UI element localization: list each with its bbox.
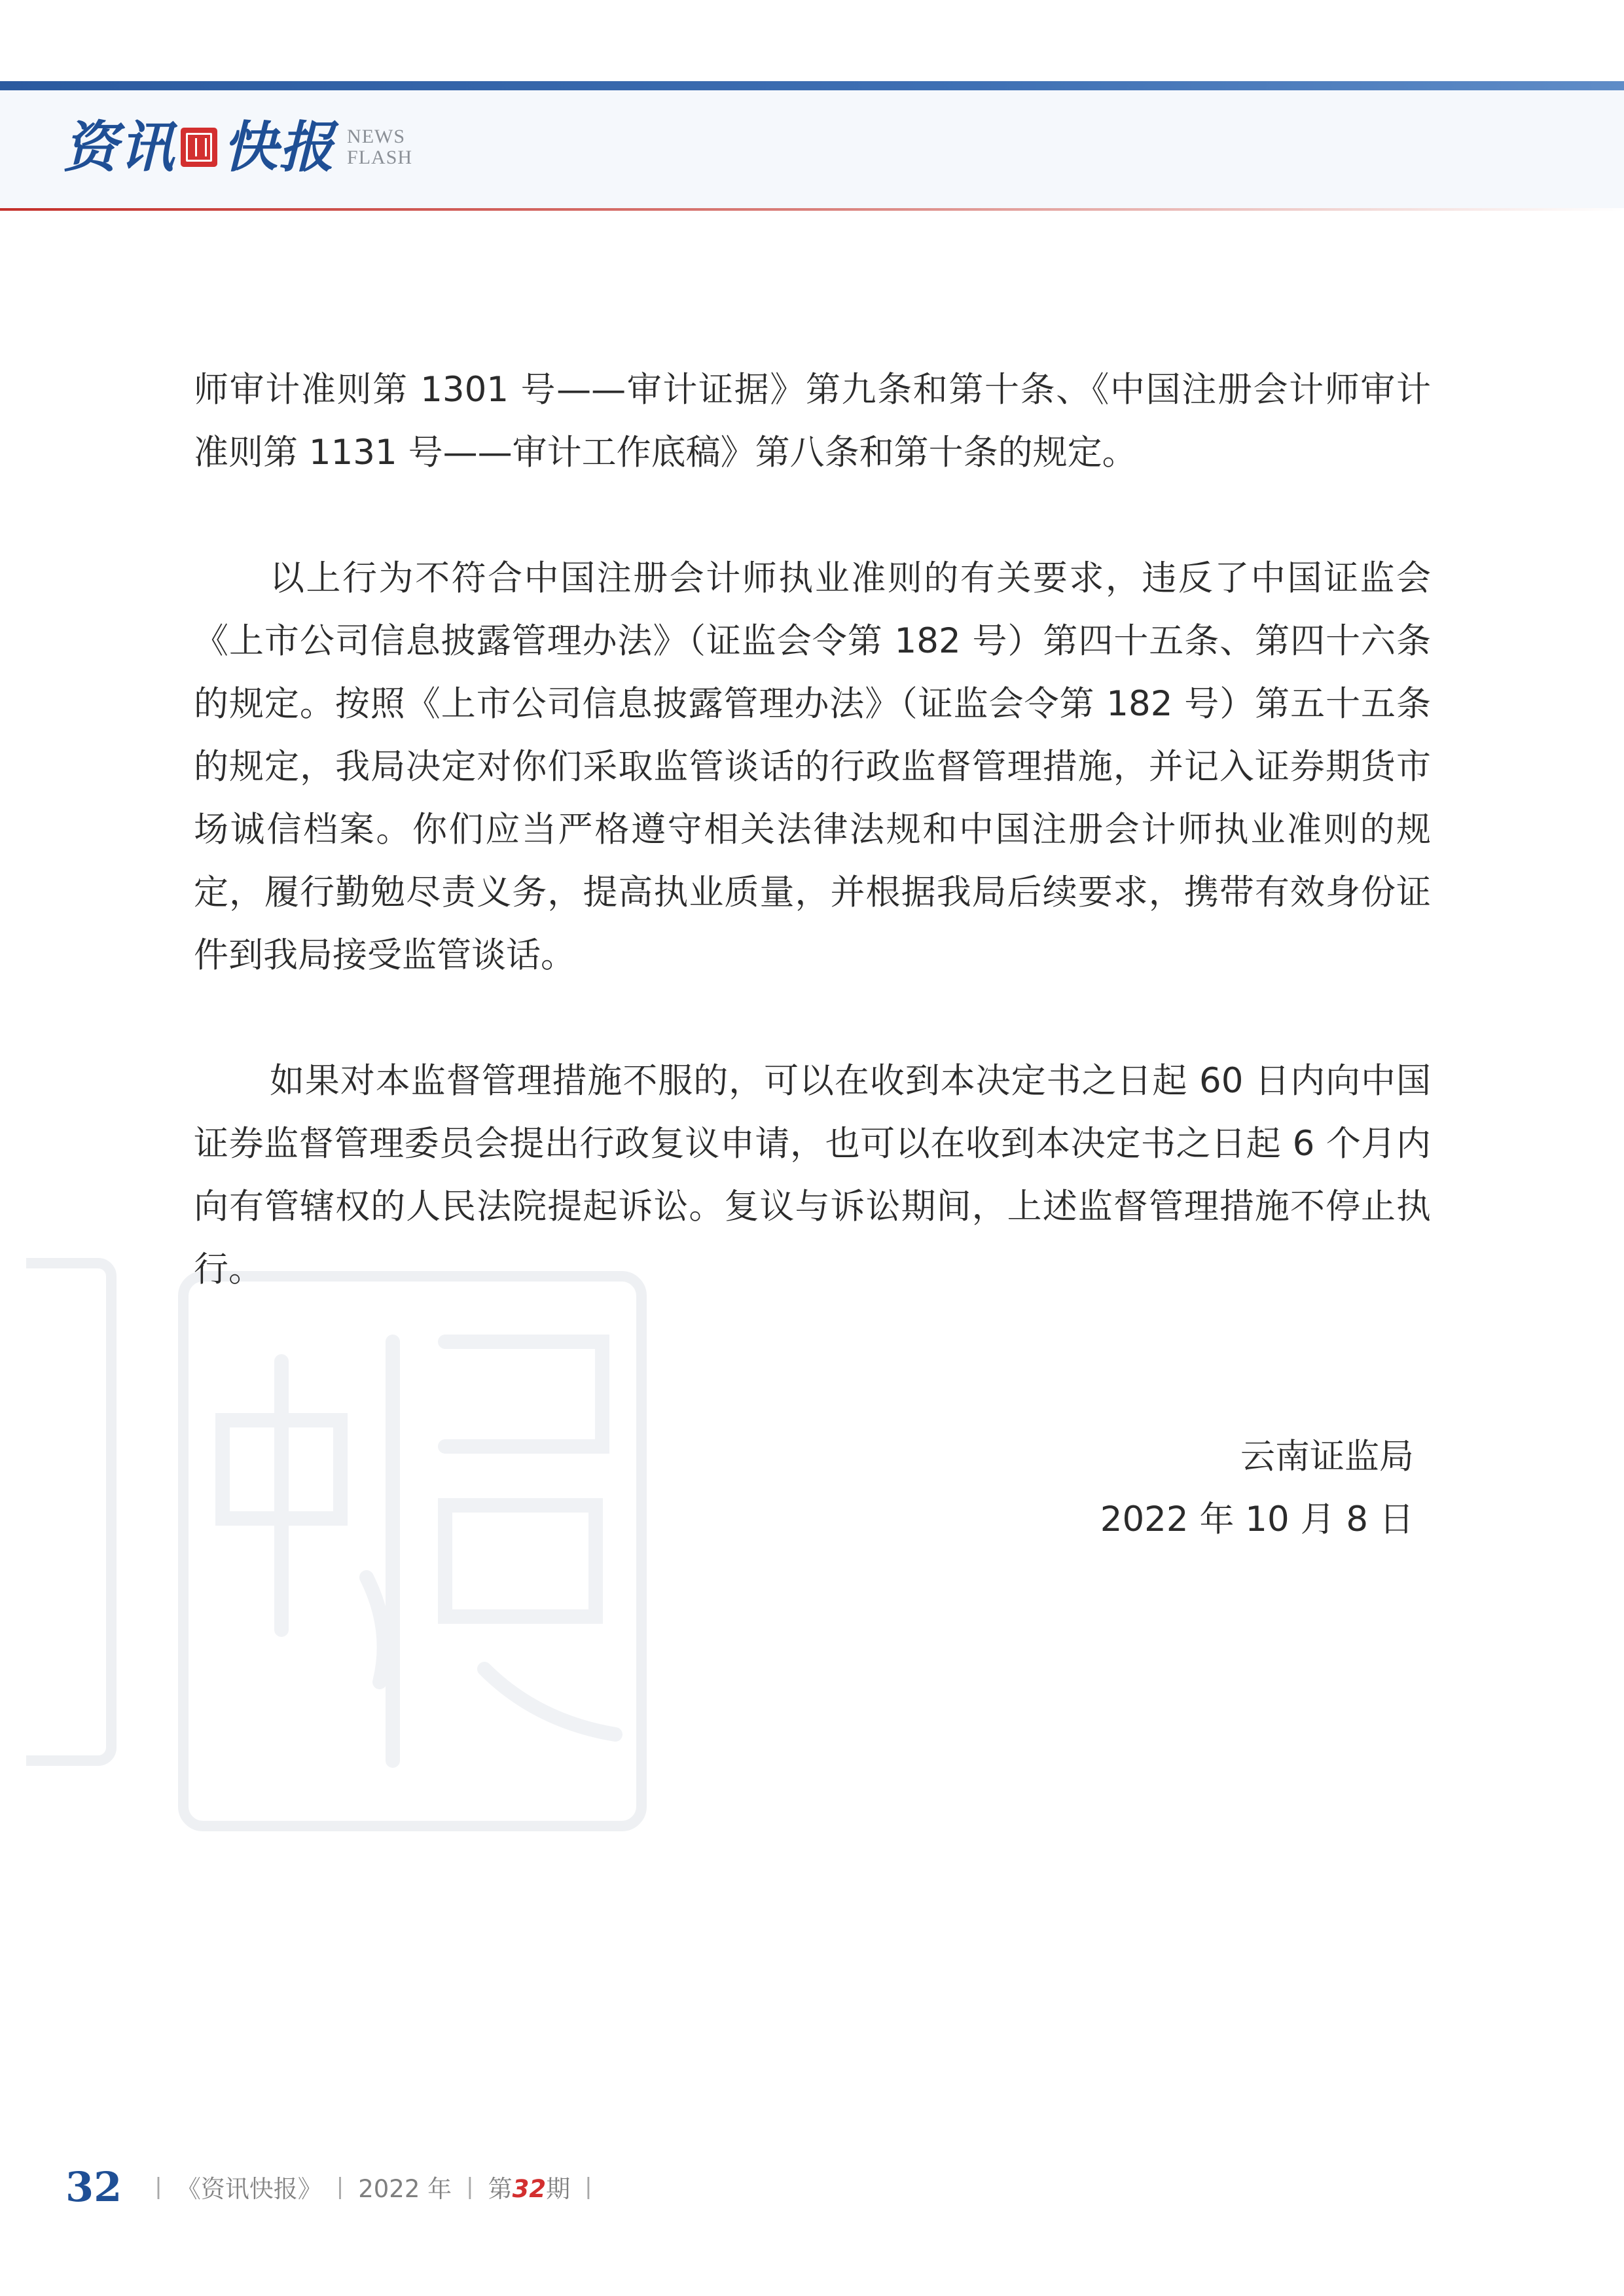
masthead-logo xyxy=(63,111,412,183)
footer-divider: | xyxy=(466,2174,474,2200)
issue-suffix: 期 xyxy=(546,2175,571,2203)
masthead-english-line2: FLASH xyxy=(347,147,413,168)
paragraph-gap xyxy=(194,484,1431,547)
paragraph-1: 师审计准则第 1301 号——审计证据》第九条和第十条、《中国注册会计师审计准则第 1131 号——审计工作底稿》第八条和第十条的规定。 xyxy=(194,370,1431,473)
footer-divider: | xyxy=(336,2174,344,2200)
page-number: 32 xyxy=(65,2162,122,2211)
seal-watermark-icon xyxy=(26,1211,681,1865)
page-footer xyxy=(65,2157,607,2216)
issue-label xyxy=(488,2169,571,2204)
issue-date: 2022 年 10 月 8 日 xyxy=(1100,1499,1414,1539)
footer-divider: | xyxy=(585,2174,592,2200)
footer-divider: | xyxy=(154,2174,162,2200)
seal-icon xyxy=(181,128,217,167)
header-bottom-rule xyxy=(0,208,1624,211)
masthead-english xyxy=(347,126,412,168)
letter-body xyxy=(194,359,1431,1301)
paragraph-2: 以上行为不符合中国注册会计师执业准则的有关要求，违反了中国证监会《上市公司信息披露管理办法》（证监会令第 182 号）第四十五条、第四十六条的规定。按照《上市公司信息披露管理办法》（证监会令第 182 号）第五十五条的规定，我局决定对你们采取监管谈话的行政监督管理措施，并记入证券期货市场诚信档案。你们应当严格遵守相关法律法规和中国注册会计师执业准则的规定，履行勤勉尽责义务，提高执业质量，并根据我局后续要求，携带有效身份证件到我局接受监管谈话。 xyxy=(194,558,1431,975)
paragraph-3: 如果对本监督管理措施不服的，可以在收到本决定书之日起 60 日内向中国证券监督管理委员会提出行政复议申请，也可以在收到本决定书之日起 6 个月内向有管辖权的人民法院提起诉讼。复议与诉讼期间，上述监督管理措施不停止执行。 xyxy=(194,1061,1431,1289)
issue-prefix: 第 xyxy=(488,2175,513,2203)
publication-name: 《资讯快报》 xyxy=(176,2175,322,2203)
header-top-rule xyxy=(0,81,1624,90)
issuer-name: 云南证监局 xyxy=(1240,1437,1414,1477)
paragraph-gap xyxy=(194,987,1431,1050)
signature-block xyxy=(1100,1426,1414,1551)
masthead-english-line1: NEWS xyxy=(347,126,406,147)
masthead-title-part1: 资讯 xyxy=(63,115,176,179)
issue-number: 32 xyxy=(512,2175,547,2203)
publication-year: 2022 年 xyxy=(358,2175,452,2203)
masthead-title-part2: 快报 xyxy=(223,115,336,179)
